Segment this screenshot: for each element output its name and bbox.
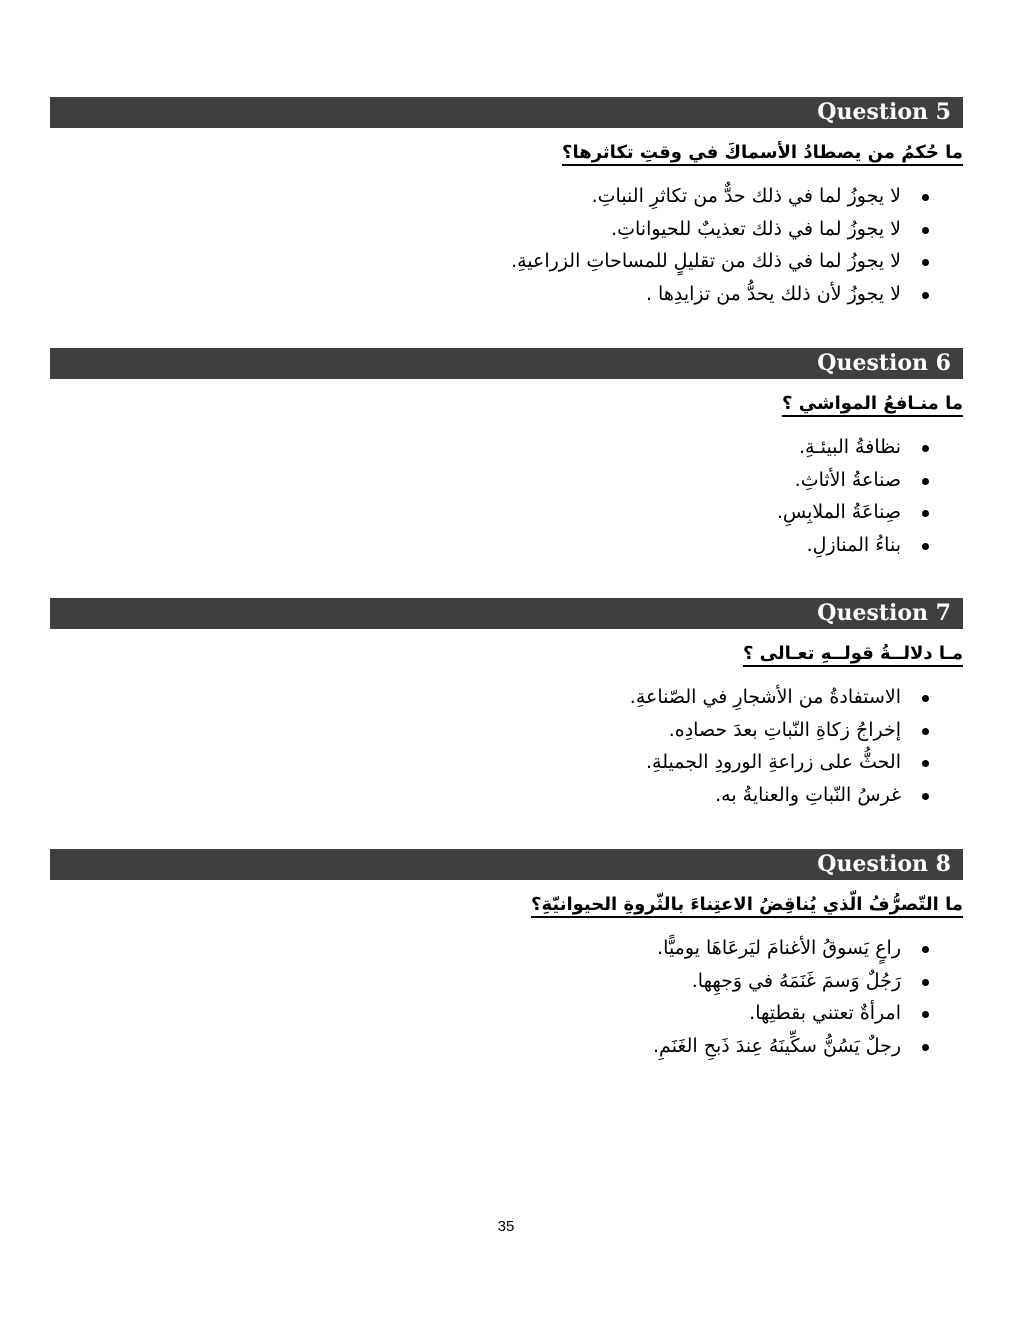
answer-item: بناءُ المنازلِ. xyxy=(50,529,963,562)
answer-item: صِناعَةُ الملابِسِ. xyxy=(50,496,963,529)
bullet-icon xyxy=(922,979,929,986)
bullet-icon xyxy=(922,478,929,485)
question-header: Question 6 xyxy=(50,348,963,379)
bullet-icon xyxy=(922,695,929,702)
answer-item: الحثُّ على زراعةِ الورودِ الجميلةِ. xyxy=(50,746,963,779)
bullet-icon xyxy=(922,543,929,550)
answer-list xyxy=(50,932,963,1062)
page-number: 35 xyxy=(497,1218,515,1235)
answer-item: صناعةُ الأثاثِ. xyxy=(50,464,963,497)
answer-item: امرأةٌ تعتني بقطتِها. xyxy=(50,997,963,1030)
question-block-6 xyxy=(50,348,963,561)
question-header: Question 7 xyxy=(50,598,963,629)
answer-item: راعٍ يَسوقُ الأغنامَ ليَرعَاهَا يوميًّا. xyxy=(50,932,963,965)
bullet-icon xyxy=(922,292,929,299)
question-text: ما حُكمُ من يصطادُ الأسماكَ في وقتِ تكاثرها؟ xyxy=(50,140,963,170)
answer-item: نظافةُ البيئـةِ. xyxy=(50,431,963,464)
question-block-7 xyxy=(50,598,963,811)
bullet-icon xyxy=(922,793,929,800)
answer-list xyxy=(50,180,963,310)
bullet-icon xyxy=(922,445,929,452)
bullet-icon xyxy=(922,510,929,517)
answer-item: رجلٌ يَسُنُّ سكِّينَهُ عِندَ ذَبحِ الغَنَمِ. xyxy=(50,1030,963,1063)
answer-list xyxy=(50,431,963,561)
answer-item: لا يجوزُ لما في ذلك حدٌّ من تكاثرِ النباتِ. xyxy=(50,180,963,213)
bullet-icon xyxy=(922,760,929,767)
bullet-icon xyxy=(922,259,929,266)
bullet-icon xyxy=(922,946,929,953)
question-block-8 xyxy=(50,849,963,1062)
answer-item: لا يجوزُ لما في ذلك تعذيبٌ للحيواناتِ. xyxy=(50,213,963,246)
question-header: Question 8 xyxy=(50,849,963,880)
answer-item: لا يجوزُ لما في ذلك من تقليلٍ للمساحاتِ الزراعيةِ. xyxy=(50,245,963,278)
question-header: Question 5 xyxy=(50,97,963,128)
bullet-icon xyxy=(922,1011,929,1018)
answer-item: رَجُلٌ وَسمَ غَنَمَهُ في وَجهِها. xyxy=(50,965,963,998)
bullet-icon xyxy=(922,728,929,735)
answer-item: غرسُ النّباتِ والعنايةُ به. xyxy=(50,779,963,812)
answer-item: لا يجوزُ لأن ذلك يحدُّ من تزايدِها . xyxy=(50,278,963,311)
answer-item: إخراجُ زكاةِ النّباتِ بعدَ حصادِه. xyxy=(50,714,963,747)
bullet-icon xyxy=(922,194,929,201)
answer-list xyxy=(50,681,963,811)
question-text: ما منـافعُ المواشي ؟ xyxy=(50,391,963,421)
answer-item: الاستفادةُ من الأشجارِ في الصّناعةِ. xyxy=(50,681,963,714)
question-text: مـا دلالــةُ قولــهِ تعـالى ؟ xyxy=(50,641,963,671)
bullet-icon xyxy=(922,1044,929,1051)
question-block-5 xyxy=(50,97,963,310)
question-text: ما التّصرُّفُ الّذي يُناقِضُ الاعتِناءَ بالثّروةِ الحيوانيّةِ؟ xyxy=(50,892,963,922)
bullet-icon xyxy=(922,227,929,234)
